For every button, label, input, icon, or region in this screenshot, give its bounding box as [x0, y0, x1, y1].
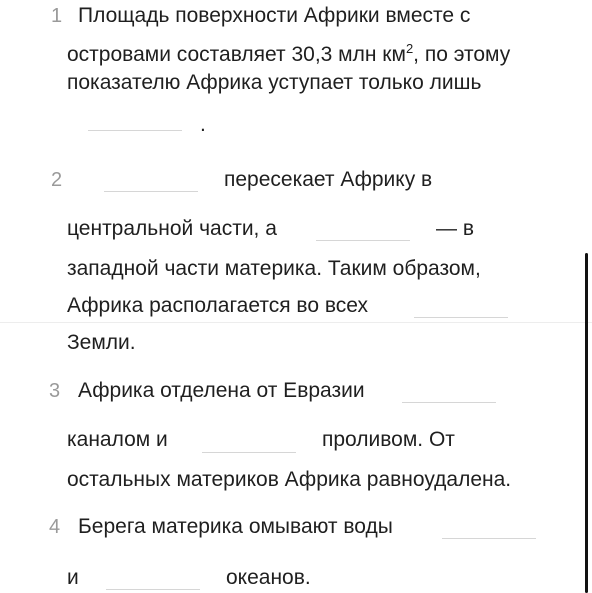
item-2-line-2-tail: — в	[436, 217, 474, 240]
blank-input-4[interactable]	[414, 317, 508, 318]
scrollbar[interactable]	[585, 253, 588, 593]
item-1-line-2-text: островами составляет 30,3 млн км	[67, 43, 406, 66]
item-1-line-3: показателю Африка уступает только лишь	[67, 71, 482, 94]
item-number-2: 2	[51, 169, 63, 191]
item-3-line-2: каналом и	[67, 428, 168, 451]
item-2-line-2: центральной части, а	[67, 217, 277, 240]
item-number-4: 4	[49, 516, 61, 538]
superscript-2: 2	[405, 41, 414, 56]
blank-input-5[interactable]	[402, 402, 496, 403]
item-4-line-1: Берега материка омывают воды	[78, 515, 393, 538]
blank-input-1[interactable]	[88, 130, 182, 131]
item-3-line-3: остальных материков Африка равноудалена.	[67, 468, 512, 491]
blank-input-6[interactable]	[202, 452, 296, 453]
item-2-line-1: пересекает Африку в	[224, 168, 433, 191]
blank-input-8[interactable]	[106, 589, 200, 590]
item-number-1: 1	[51, 5, 63, 27]
blank-input-2[interactable]	[104, 191, 198, 192]
item-1-line-1: Площадь поверхности Африки вместе с	[78, 4, 471, 27]
item-2-line-5: Земли.	[67, 331, 136, 354]
item-3-line-1: Африка отделена от Евразии	[78, 379, 365, 402]
blank-input-3[interactable]	[316, 240, 410, 241]
blank-input-7[interactable]	[442, 538, 536, 539]
item-1-line-2-tail: , по этому	[413, 43, 511, 66]
item-1-line-2	[67, 42, 510, 68]
item-2-line-4: Африка располагается во всех	[67, 294, 368, 317]
item-number-3: 3	[49, 380, 61, 402]
divider	[0, 322, 592, 323]
item-4-line-2: и	[67, 566, 79, 589]
item-2-line-3: западной части материка. Таким образом,	[67, 257, 481, 280]
item-4-line-2-tail: океанов.	[226, 566, 311, 589]
item-3-line-2-tail: проливом. От	[322, 428, 455, 451]
item-1-period: .	[200, 113, 206, 136]
